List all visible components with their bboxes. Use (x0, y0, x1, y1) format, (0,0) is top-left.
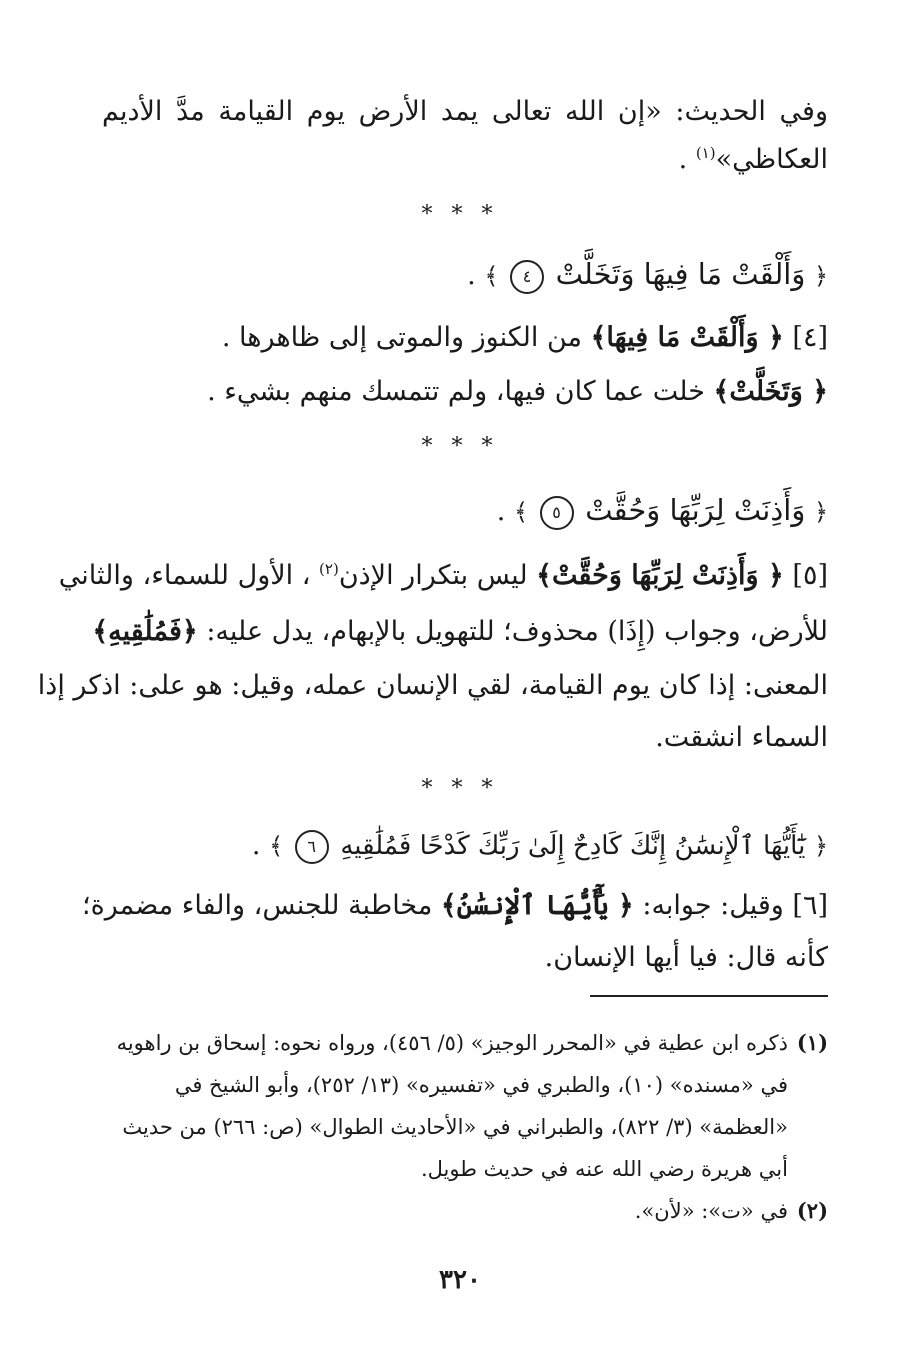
verse-6 (102, 826, 828, 866)
verse-4-end: . (467, 260, 476, 291)
tafsir-6-text-a: وقيل: جوابه: (642, 890, 784, 921)
ornate-bracket-open: ﴿ (813, 262, 828, 290)
verse-5-text: وَأَذِنَتْ لِرَبِّهَا وَحُقَّتْ (585, 493, 806, 527)
ornate-bracket-close: ﴾ (269, 832, 284, 860)
verse-number-badge: ٤ (510, 260, 544, 294)
footnote-2-label: (٢) (796, 1198, 828, 1223)
ornate-bracket-open: ﴿ (813, 832, 828, 860)
tafsir-4-line-1 (102, 318, 828, 358)
tafsir-6-line-1 (82, 886, 828, 926)
tafsir-4-text: من الكنوز والموتى إلى ظاهرها . (221, 322, 582, 353)
footnote-1-line-1: ذكره ابن عطية في «المحرر الوجيز» (٥/ ٤٥٦)، ورواه نحوه: إسحاق بن راهويه (116, 1031, 788, 1055)
page-number: ٣٢٠ (439, 1265, 481, 1295)
tafsir-4-label: [٤] (792, 322, 828, 353)
verse-number-badge: ٦ (295, 830, 329, 864)
footnote-divider (590, 995, 828, 997)
tafsir-5-label: [٥] (792, 560, 828, 591)
ornate-bracket-close: ﴾ (513, 498, 528, 526)
tafsir-5-line-2-quote: ﴿فَمُلَٰقِيهِ﴾ (92, 616, 198, 647)
footnote-ref-1[interactable]: (١) (695, 144, 716, 162)
verse-6-end: . (251, 830, 261, 861)
tafsir-4-text-2: خلت عما كان فيها، ولم تتمسك منهم بشيء . (207, 376, 705, 407)
tafsir-5-quote: ﴿ وَأَذِنَتْ لِرَبِّهَا وَحُقَّتْ﴾ (536, 560, 784, 591)
footnote-ref-2[interactable]: (٢) (319, 560, 339, 578)
tafsir-6-label: [٦] (792, 890, 828, 921)
tafsir-6-text-b: مخاطبة للجنس، والفاء مضمرة؛ (82, 890, 433, 921)
tafsir-4-line-2 (102, 372, 828, 412)
tafsir-4-quote-2: ﴿ وَتَخَلَّتْ﴾ (713, 376, 828, 407)
tafsir-5-line-2 (92, 612, 828, 652)
ornate-bracket-close: ﴾ (484, 262, 499, 290)
tafsir-6-quote: ﴿ يَٰٓأَيُّهَا ٱلْإِنسَٰنُ﴾ (440, 890, 634, 921)
tafsir-5-line-4: السماء انشقت. (655, 722, 828, 753)
tafsir-5-line-3: المعنى: إذا كان يوم القيامة، لقي الإنسان عمله، وقيل: هو على: اذكر إذا (37, 670, 828, 701)
verse-4-text: وَأَلْقَتْ مَا فِيهَا وَتَخَلَّتْ (555, 257, 806, 291)
footnote-2-text: في «ت»: «لأن». (634, 1199, 788, 1223)
hadith-line-1: وفي الحديث: «إن الله تعالى يمد الأرض يوم القيامة مدَّ الأديم (102, 96, 828, 127)
tafsir-4-quote: ﴿ وَأَلْقَتْ مَا فِيهَا﴾ (590, 322, 784, 353)
tafsir-5-line-1 (58, 556, 828, 596)
section-separator-3: * * * (421, 776, 499, 801)
hadith-line-2 (102, 140, 828, 180)
verse-5 (102, 490, 828, 532)
hadith-line-2-text: العكاظي» (715, 144, 828, 175)
tafsir-5-text-b: ، الأول للسماء، والثاني (58, 560, 311, 591)
tafsir-6-line-2: كأنه قال: فيا أيها الإنسان. (544, 942, 828, 973)
hadith-line-2-end: . (678, 144, 688, 175)
footnote-1-line-3: «العظمة» (٣/ ٨٢٢)، والطبراني في «الأحاديث الطوال» (ص: ٢٦٦) من حديث (122, 1115, 788, 1139)
section-separator-1: * * * (421, 202, 499, 227)
ornate-bracket-open: ﴿ (813, 498, 828, 526)
verse-number-badge: ٥ (540, 496, 574, 530)
footnote-1-line-4: أبي هريرة رضي الله عنه في حديث طويل. (420, 1157, 788, 1181)
verse-4 (102, 254, 828, 296)
footnote-1-label: (١) (796, 1030, 828, 1055)
section-separator-2: * * * (421, 434, 499, 459)
tafsir-5-text-a: ليس بتكرار الإذن (338, 560, 528, 591)
tafsir-5-line-2-text: للأرض، وجواب (إِذَا) محذوف؛ للتهويل بالإبهام، يدل عليه: (206, 616, 828, 647)
footnote-1-line-2: في «مسنده» (١٠)، والطبري في «تفسيره» (١٣/ ٢٥٢)، وأبو الشيخ في (174, 1073, 788, 1097)
verse-5-end: . (496, 496, 506, 527)
verse-6-text: يَٰٓأَيُّهَا ٱلْإِنسَٰنُ إِنَّكَ كَادِحٌ إِلَىٰ رَبِّكَ كَدْحًا فَمُلَٰقِيهِ (340, 831, 806, 861)
